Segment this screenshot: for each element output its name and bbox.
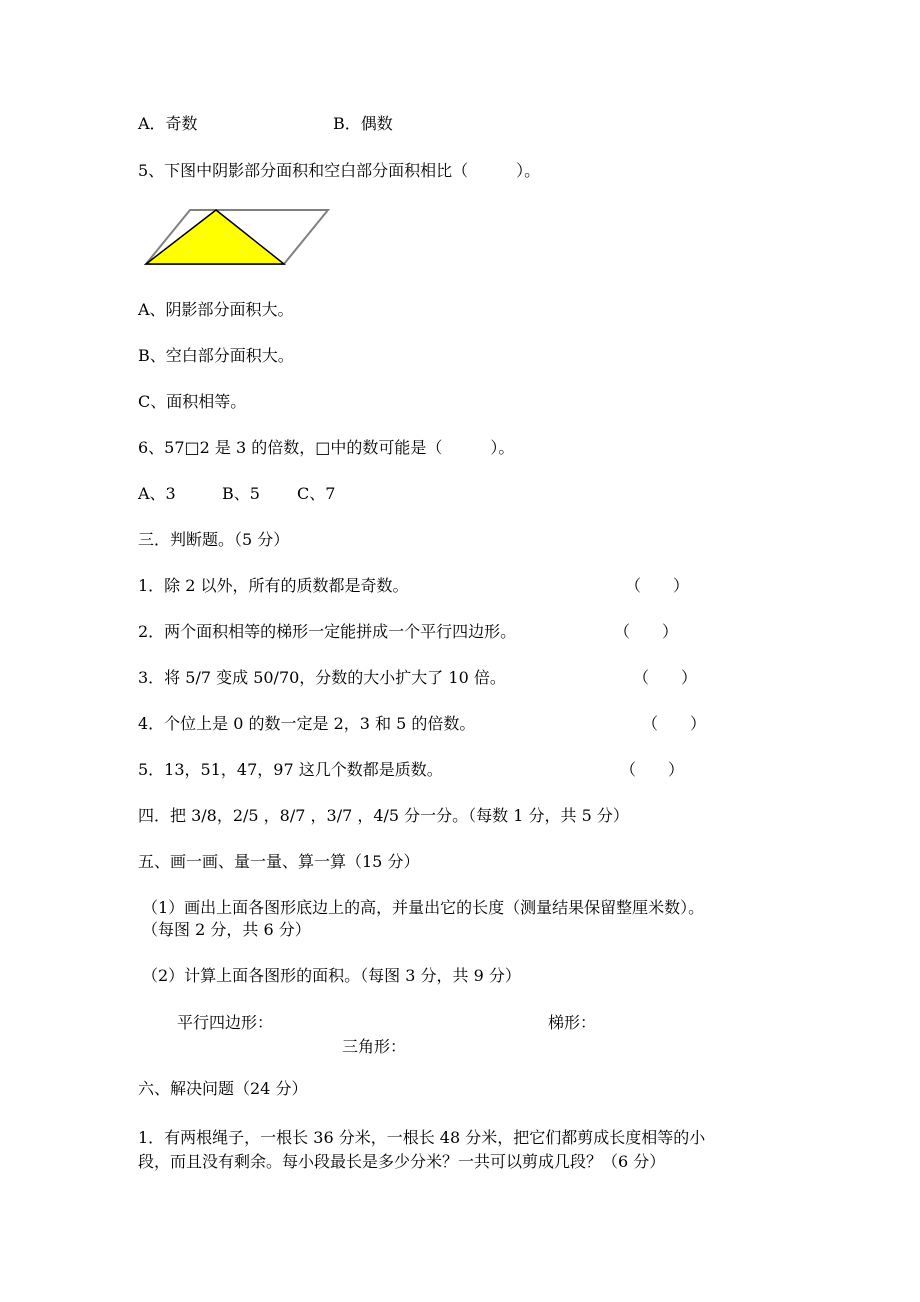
judge-item-5: 5．13，51，47，97 这几个数都是质数。	[138, 760, 443, 779]
q6-option-b: B、5	[222, 484, 260, 503]
option-b-even: B．偶数	[333, 114, 393, 133]
judge-item-1: 1．除 2 以外，所有的质数都是奇数。	[138, 576, 409, 595]
judge-answer-2[interactable]: （ ）	[614, 622, 679, 641]
judge-item-3: 3．将 5/7 变成 50/70，分数的大小扩大了 10 倍。	[138, 668, 506, 687]
label-trapezoid: 梯形：	[548, 1013, 597, 1032]
judge-answer-1[interactable]: （ ）	[625, 576, 690, 595]
section5-item2: （2）计算上面各图形的面积。（每图 3 分，共 9 分）	[142, 966, 521, 985]
option-a-odd: A．奇数	[138, 114, 198, 133]
q5-option-a: A、阴影部分面积大。	[138, 300, 294, 319]
q6-option-c: C、7	[297, 484, 336, 503]
q5-option-b: B、空白部分面积大。	[138, 346, 294, 365]
judge-answer-3[interactable]: （ ）	[633, 668, 698, 687]
q6-option-a: A、3	[138, 484, 176, 503]
section5-title: 五、画一画、量一量、算一算（15 分）	[138, 852, 420, 871]
label-parallelogram: 平行四边形：	[177, 1013, 274, 1032]
q6-question: 6、57□2 是 3 的倍数，□中的数可能是（ ）。	[138, 438, 515, 457]
judge-item-4: 4．个位上是 0 的数一定是 2，3 和 5 的倍数。	[138, 714, 476, 733]
parallelogram-triangle-figure	[140, 206, 334, 270]
section3-title: 三．判断题。（5 分）	[138, 530, 290, 549]
judge-answer-5[interactable]: （ ）	[620, 760, 685, 779]
section4-title: 四．把 3/8，2/5 ，8/7 ，3/7 ，4/5 分一分。（每数 1 分，共 5 分）	[138, 806, 629, 825]
q5-question: 5、下图中阴影部分面积和空白部分面积相比（ ）。	[138, 161, 541, 180]
label-triangle: 三角形：	[342, 1037, 407, 1056]
judge-answer-4[interactable]: （ ）	[642, 714, 707, 733]
section5-item1-line1: （1）画出上面各图形底边上的高，并量出它的长度（测量结果保留整厘米数）。	[142, 898, 705, 917]
section6-title: 六、解决问题（24 分）	[138, 1079, 308, 1098]
q5-option-c: C、面积相等。	[138, 392, 247, 411]
section6-q1-line2: 段，而且没有剩余。每小段最长是多少分米？一共可以剪成几段？（6 分）	[138, 1152, 666, 1171]
section6-q1-line1: 1．有两根绳子，一根长 36 分米，一根长 48 分米，把它们都剪成长度相等的小	[138, 1128, 706, 1147]
judge-item-2: 2．两个面积相等的梯形一定能拼成一个平行四边形。	[138, 622, 517, 641]
shaded-triangle	[146, 210, 284, 264]
section5-item1-line2: （每图 2 分，共 6 分）	[142, 920, 311, 939]
